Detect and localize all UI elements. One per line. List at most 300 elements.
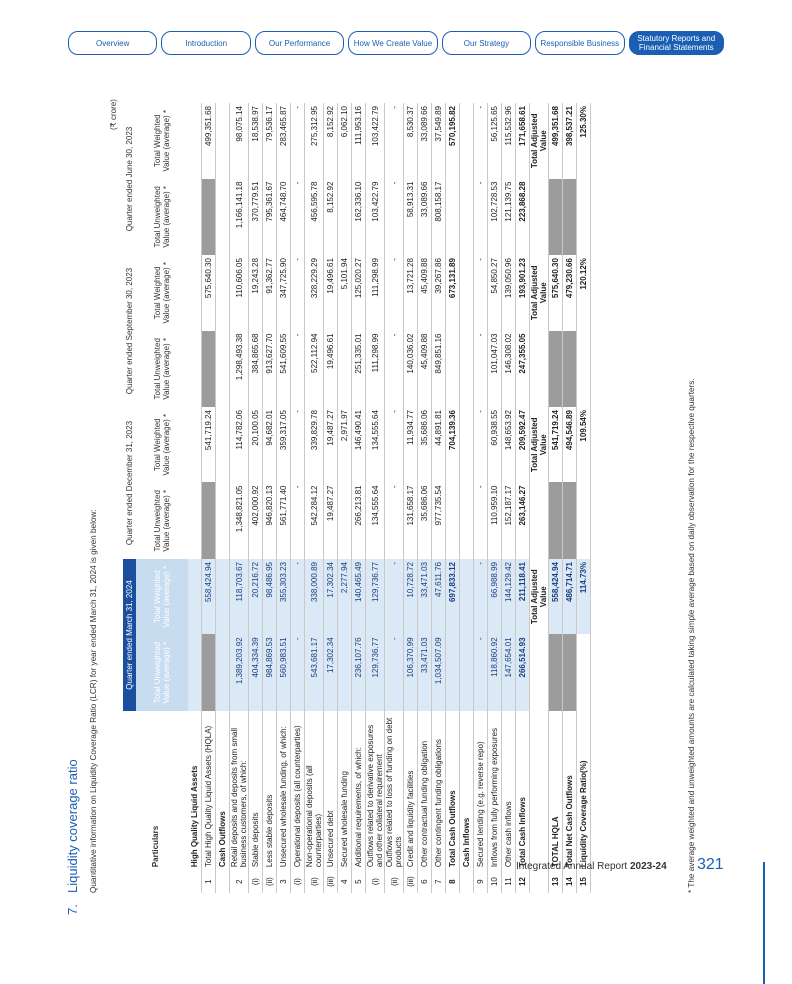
table-row <box>291 103 305 893</box>
header-unweighted: Total Unweighted Value (average) * <box>153 185 171 248</box>
cell-value: 522,112.94 <box>305 331 324 408</box>
table-row <box>418 103 432 893</box>
table-row <box>446 103 460 893</box>
cell-value: 101,047.03 <box>488 331 502 408</box>
cell-value: 33,089.66 <box>418 179 432 256</box>
table-row <box>460 103 474 893</box>
cell-value <box>188 559 202 634</box>
cell-value <box>446 634 460 711</box>
cell-value <box>460 559 474 634</box>
cell-value: - <box>291 407 305 482</box>
cell-empty <box>563 331 577 408</box>
header-weighted: Total Weighted Value (average) * <box>153 109 171 172</box>
cell-value <box>202 179 216 256</box>
header-adjusted: Total Adjusted Value <box>530 255 549 330</box>
page-number: 321 <box>697 856 724 873</box>
table-row <box>385 103 404 893</box>
cell-value: 795,361.67 <box>263 179 277 256</box>
cell-value: 570,195.82 <box>446 103 460 179</box>
cell-value: 263,146.27 <box>516 482 530 559</box>
table-row <box>230 103 249 893</box>
row-number: 2 <box>230 870 249 893</box>
table-row <box>577 103 591 893</box>
tab-our-strategy[interactable]: Our Strategy <box>442 31 531 55</box>
cell-value: 33,471.03 <box>418 559 432 634</box>
cell-value: 338,000.89 <box>305 559 324 634</box>
cell-value: 946,820.13 <box>263 482 277 559</box>
cell-value: 558,424.94 <box>202 559 216 634</box>
cell-value <box>338 634 352 711</box>
cell-value: 98,075.14 <box>230 103 249 179</box>
cell-value: 45,409.88 <box>418 255 432 330</box>
row-description: Secured lending (e.g. reverse repo) <box>474 711 488 870</box>
cell-value: 211,118.41 <box>516 559 530 634</box>
cell-value: 17,302.34 <box>324 559 338 634</box>
cell-empty <box>563 482 577 559</box>
top-navigation <box>68 31 724 55</box>
row-number <box>460 870 474 893</box>
row-description: Other contractual funding obligation <box>418 711 432 870</box>
table-row <box>305 103 324 893</box>
cell-value: - <box>291 255 305 330</box>
cell-value: - <box>291 482 305 559</box>
cell-value: 1,389,203.92 <box>230 634 249 711</box>
row-description: Additional requirements, of which: <box>352 711 366 870</box>
cell-value <box>338 179 352 256</box>
cell-value: 13,721.28 <box>404 255 418 330</box>
cell-value: 251,335.01 <box>352 331 366 408</box>
page-edge-bar <box>763 862 765 984</box>
cell-value: 134,555.64 <box>366 482 385 559</box>
cell-value: 19,487.27 <box>324 482 338 559</box>
cell-value: - <box>474 179 488 256</box>
cell-value: 266,514.93 <box>516 634 530 711</box>
row-number: (i) <box>291 870 305 893</box>
cell-value <box>338 482 352 559</box>
tab-how-we-create-value[interactable]: How We Create Value <box>348 31 437 55</box>
tab-responsible-business[interactable]: Responsible Business <box>535 31 624 55</box>
cell-value <box>460 407 474 482</box>
row-description: Outflows related to loss of funding on debt products <box>385 711 404 870</box>
cell-value: 60,938.55 <box>488 407 502 482</box>
cell-value: 140,465.49 <box>352 559 366 634</box>
cell-value: 6,062.10 <box>338 103 352 179</box>
cell-value: 131,658.17 <box>404 482 418 559</box>
row-number: (ii) <box>263 870 277 893</box>
cell-value: 106,370.99 <box>404 634 418 711</box>
cell-value <box>446 331 460 408</box>
cell-value: - <box>474 482 488 559</box>
cell-value: - <box>474 559 488 634</box>
cell-value: 121,139.75 <box>502 179 516 256</box>
row-description: High Quality Liquid Assets <box>188 711 202 870</box>
cell-value: 808,158.17 <box>432 179 446 256</box>
cell-value: 704,139.36 <box>446 407 460 482</box>
cell-value: - <box>385 482 404 559</box>
cell-value: 404,334.39 <box>249 634 263 711</box>
cell-value: 115,532.96 <box>502 103 516 179</box>
row-description: Other contingent funding obligations <box>432 711 446 870</box>
cell-value <box>338 331 352 408</box>
cell-value: 223,868.28 <box>516 179 530 256</box>
cell-value: 148,653.92 <box>502 407 516 482</box>
row-description: Credit and liquidity facilities <box>404 711 418 870</box>
cell-value <box>188 482 202 559</box>
table-row <box>277 103 291 893</box>
cell-value <box>202 331 216 408</box>
row-number: 12 <box>516 870 530 893</box>
cell-value: 384,865.68 <box>249 331 263 408</box>
cell-empty <box>577 482 591 559</box>
row-number: 13 <box>549 870 563 893</box>
cell-value <box>188 407 202 482</box>
cell-value: 54,850.27 <box>488 255 502 330</box>
cell-value: 129,736.77 <box>366 634 385 711</box>
cell-value: 102,728.53 <box>488 179 502 256</box>
cell-value: 19,496.61 <box>324 255 338 330</box>
cell-value: 849,851.16 <box>432 331 446 408</box>
tab-overview[interactable]: Overview <box>68 31 157 55</box>
table-row <box>338 103 352 893</box>
cell-value: 1,348,821.05 <box>230 482 249 559</box>
row-number <box>188 870 202 893</box>
row-description: Total Cash Inflows <box>516 711 530 870</box>
cell-value: 542,284.12 <box>305 482 324 559</box>
cell-value <box>202 634 216 711</box>
row-number: (ii) <box>385 870 404 893</box>
row-number: 14 <box>563 870 577 893</box>
cell-value: 125,020.27 <box>352 255 366 330</box>
section-number: 7. <box>65 904 80 915</box>
cell-empty <box>530 634 549 711</box>
cell-empty <box>530 331 549 408</box>
header-adjusted: Total Adjusted Value <box>530 407 549 482</box>
cell-value: 499,351.68 <box>202 103 216 179</box>
lcr-table <box>123 103 591 893</box>
cell-value: 17,302.34 <box>324 634 338 711</box>
cell-value: 103,422.79 <box>366 179 385 256</box>
row-description: Operational deposits (all counterparties) <box>291 711 305 870</box>
cell-value: 541,719.24 <box>202 407 216 482</box>
cell-value: 19,243.28 <box>249 255 263 330</box>
row-description: Secured wholesale funding <box>338 711 352 870</box>
cell-value: 541,609.55 <box>277 331 291 408</box>
table-row <box>502 103 516 893</box>
row-number: 7 <box>432 870 446 893</box>
cell-value: 114,782.06 <box>230 407 249 482</box>
cell-empty <box>549 331 563 408</box>
cell-value: 370,779.51 <box>249 179 263 256</box>
cell-value: 33,471.03 <box>418 634 432 711</box>
cell-value: 11,934.77 <box>404 407 418 482</box>
cell-value: 575,640.30 <box>549 255 563 330</box>
row-description: Retail deposits and deposits from small business customers, of which: <box>230 711 249 870</box>
cell-value: 275,312.95 <box>305 103 324 179</box>
footnote: * The average weighted and unweighted amounts are calculated taking simple average based on daily observation for the respective quarters. <box>687 378 696 893</box>
cell-value: 111,298.99 <box>366 255 385 330</box>
cell-value: 19,487.27 <box>324 407 338 482</box>
cell-value: 146,490.41 <box>352 407 366 482</box>
cell-value: - <box>474 255 488 330</box>
unit-label: (₹ crore) <box>109 99 118 130</box>
cell-value: 355,303.23 <box>277 559 291 634</box>
table-row <box>366 103 385 893</box>
cell-value: - <box>385 255 404 330</box>
cell-value <box>216 482 230 559</box>
cell-value: - <box>385 559 404 634</box>
cell-value: 114.73% <box>577 559 591 634</box>
row-description: Inflows from fully performing exposures <box>488 711 502 870</box>
cell-value <box>216 103 230 179</box>
cell-value: - <box>474 634 488 711</box>
row-number: (i) <box>249 870 263 893</box>
row-number: 11 <box>502 870 516 893</box>
cell-value: - <box>385 103 404 179</box>
cell-value: 45,409.88 <box>418 331 432 408</box>
cell-value: 134,555.64 <box>366 407 385 482</box>
cell-value: 193,901.23 <box>516 255 530 330</box>
cell-value: 398,537.21 <box>563 103 577 179</box>
cell-value: - <box>474 331 488 408</box>
row-description: Total Cash Outflows <box>446 711 460 870</box>
cell-value: 120.12% <box>577 255 591 330</box>
cell-value: 125.30% <box>577 103 591 179</box>
cell-value: 247,355.05 <box>516 331 530 408</box>
cell-value: 1,034,507.09 <box>432 634 446 711</box>
section-title-text: Liquidity coverage ratio <box>65 759 80 893</box>
cell-value: 171,658.61 <box>516 103 530 179</box>
cell-value: 347,725.90 <box>277 255 291 330</box>
cell-value: 139,050.96 <box>502 255 516 330</box>
cell-value: 58,913.31 <box>404 179 418 256</box>
header-adjusted: Total Adjusted Value <box>530 103 549 179</box>
cell-value: 209,592.47 <box>516 407 530 482</box>
cell-value: 10,728.72 <box>404 559 418 634</box>
cell-value: 977,735.54 <box>432 482 446 559</box>
cell-value: 236,107.76 <box>352 634 366 711</box>
cell-value: - <box>291 331 305 408</box>
table-row <box>202 103 216 893</box>
cell-value <box>216 331 230 408</box>
cell-value: 98,486.95 <box>263 559 277 634</box>
cell-value <box>188 255 202 330</box>
cell-value: 118,860.92 <box>488 634 502 711</box>
cell-value: 35,686.06 <box>418 482 432 559</box>
cell-value: 266,213.81 <box>352 482 366 559</box>
cell-value: 44,891.81 <box>432 407 446 482</box>
footer-report-year: 2023-24 <box>629 861 667 872</box>
cell-value: 8,152.92 <box>324 179 338 256</box>
cell-value: 129,736.77 <box>366 559 385 634</box>
cell-value: 359,317.05 <box>277 407 291 482</box>
row-description: Outflows related to derivative exposures and other collateral requirement <box>366 711 385 870</box>
section-title <box>65 759 80 915</box>
row-description: Total High Quality Liquid Assets (HQLA) <box>202 711 216 870</box>
cell-value: 111,953.16 <box>352 103 366 179</box>
table-row <box>216 103 230 893</box>
header-quarter-dec-2023: Quarter ended December 31, 2023 <box>125 420 134 546</box>
table-row <box>263 103 277 893</box>
row-number <box>530 870 549 893</box>
cell-value: 20,216.72 <box>249 559 263 634</box>
row-description: Unsecured wholesale funding, of which: <box>277 711 291 870</box>
footer-report-title <box>516 861 667 872</box>
cell-value <box>446 482 460 559</box>
cell-value <box>460 634 474 711</box>
cell-value: 697,833.12 <box>446 559 460 634</box>
header-weighted: Total Weighted Value (average) * <box>153 413 171 476</box>
cell-value: 140,036.02 <box>404 331 418 408</box>
cell-value: 402,000.92 <box>249 482 263 559</box>
cell-value: 558,424.94 <box>549 559 563 634</box>
cell-value: - <box>291 634 305 711</box>
header-unweighted: Total Unweighted Value (average) * <box>153 489 171 552</box>
row-number: (iii) <box>324 870 338 893</box>
table-row <box>249 103 263 893</box>
lcr-table-body <box>188 103 591 893</box>
table-row <box>188 103 202 893</box>
cell-value: 146,308.02 <box>502 331 516 408</box>
cell-value: 103,422.79 <box>366 103 385 179</box>
header-particulars: Particulars <box>151 825 160 868</box>
cell-empty <box>563 179 577 256</box>
table-row <box>516 103 530 893</box>
cell-value: 673,131.89 <box>446 255 460 330</box>
row-number: 6 <box>418 870 432 893</box>
row-description: Unsecured debt <box>324 711 338 870</box>
cell-value: 33,089.66 <box>418 103 432 179</box>
cell-value: 110,606.05 <box>230 255 249 330</box>
cell-value <box>216 634 230 711</box>
row-description: Stable deposits <box>249 711 263 870</box>
cell-empty <box>577 331 591 408</box>
row-description: Cash Inflows <box>460 711 474 870</box>
cell-value: - <box>385 407 404 482</box>
cell-empty <box>530 482 549 559</box>
table-row <box>352 103 366 893</box>
cell-value: 913,627.70 <box>263 331 277 408</box>
header-quarter-mar-2024: Quarter ended March 31, 2024 <box>123 559 136 711</box>
cell-value <box>460 331 474 408</box>
row-number: 4 <box>338 870 352 893</box>
cell-value: - <box>291 179 305 256</box>
row-number: (ii) <box>305 870 324 893</box>
row-description: TOTAL HQLA <box>549 711 563 870</box>
cell-value <box>460 255 474 330</box>
cell-value: 499,351.68 <box>549 103 563 179</box>
tab-introduction[interactable]: Introduction <box>161 31 250 55</box>
row-description: Total Net Cash Outflows <box>563 711 577 870</box>
cell-value: 109.54% <box>577 407 591 482</box>
cell-empty <box>549 482 563 559</box>
tab-statutory-reports[interactable]: Statutory Reports and Financial Statements <box>629 31 724 55</box>
cell-value: 5,101.94 <box>338 255 352 330</box>
cell-value: 162,336.10 <box>352 179 366 256</box>
header-unweighted: Total Unweighted Value (average) * <box>136 634 188 711</box>
cell-value: - <box>474 103 488 179</box>
header-quarter-sep-2023: Quarter ended September 30, 2023 <box>125 267 134 395</box>
cell-value: 561,771.40 <box>277 482 291 559</box>
row-description: Other cash inflows <box>502 711 516 870</box>
cell-value: 984,869.53 <box>263 634 277 711</box>
row-number: 15 <box>577 870 591 893</box>
row-description <box>530 711 549 870</box>
tab-our-performance[interactable]: Our Performance <box>255 31 344 55</box>
row-number: 8 <box>446 870 460 893</box>
cell-value <box>446 179 460 256</box>
cell-empty <box>577 634 591 711</box>
cell-value <box>460 482 474 559</box>
table-row <box>324 103 338 893</box>
cell-value: 543,681.17 <box>305 634 324 711</box>
table-row <box>432 103 446 893</box>
row-description: Less stable deposits <box>263 711 277 870</box>
cell-value: 1,298,493.38 <box>230 331 249 408</box>
cell-value: 152,187.17 <box>502 482 516 559</box>
cell-value: 18,538.97 <box>249 103 263 179</box>
cell-value: 560,983.51 <box>277 634 291 711</box>
cell-value: 2,971.97 <box>338 407 352 482</box>
header-no <box>123 870 188 893</box>
cell-value: 39,267.86 <box>432 255 446 330</box>
cell-value: 339,829.78 <box>305 407 324 482</box>
cell-value: 118,703.67 <box>230 559 249 634</box>
cell-empty <box>549 179 563 256</box>
cell-value: 541,719.24 <box>549 407 563 482</box>
cell-empty <box>549 634 563 711</box>
row-number: 10 <box>488 870 502 893</box>
cell-value: 283,465.87 <box>277 103 291 179</box>
row-description: Cash Outflows <box>216 711 230 870</box>
row-number: (i) <box>366 870 385 893</box>
cell-value <box>188 179 202 256</box>
header-quarter-jun-2023: Quarter ended June 30, 2023 <box>125 126 134 232</box>
header-weighted: Total Weighted Value (average) * <box>153 261 171 324</box>
adjusted-header-row <box>530 103 549 893</box>
cell-value: 66,988.99 <box>488 559 502 634</box>
table-row <box>549 103 563 893</box>
cell-value <box>216 407 230 482</box>
table-row <box>474 103 488 893</box>
cell-value: 56,125.65 <box>488 103 502 179</box>
row-number <box>216 870 230 893</box>
cell-value <box>460 179 474 256</box>
cell-value: 110,959.10 <box>488 482 502 559</box>
row-number: (iii) <box>404 870 418 893</box>
cell-value: - <box>385 331 404 408</box>
cell-value: - <box>291 559 305 634</box>
cell-value <box>202 482 216 559</box>
cell-value: 91,362.77 <box>263 255 277 330</box>
cell-value: 464,748.70 <box>277 179 291 256</box>
cell-value: 37,549.89 <box>432 103 446 179</box>
header-adjusted: Total Adjusted Value <box>530 559 549 634</box>
row-number: 9 <box>474 870 488 893</box>
cell-value: 2,277.94 <box>338 559 352 634</box>
cell-value: 494,546.89 <box>563 407 577 482</box>
row-description: Liquidity Coverage Ratio(%) <box>577 711 591 870</box>
row-number: 5 <box>352 870 366 893</box>
cell-value: 575,640.30 <box>202 255 216 330</box>
cell-value: 486,714.71 <box>563 559 577 634</box>
cell-value: 144,129.42 <box>502 559 516 634</box>
cell-value: - <box>385 634 404 711</box>
cell-empty <box>577 179 591 256</box>
cell-value: 479,230.66 <box>563 255 577 330</box>
header-weighted: Total Weighted Value (average) * <box>136 559 188 634</box>
table-row <box>563 103 577 893</box>
cell-value: - <box>385 179 404 256</box>
